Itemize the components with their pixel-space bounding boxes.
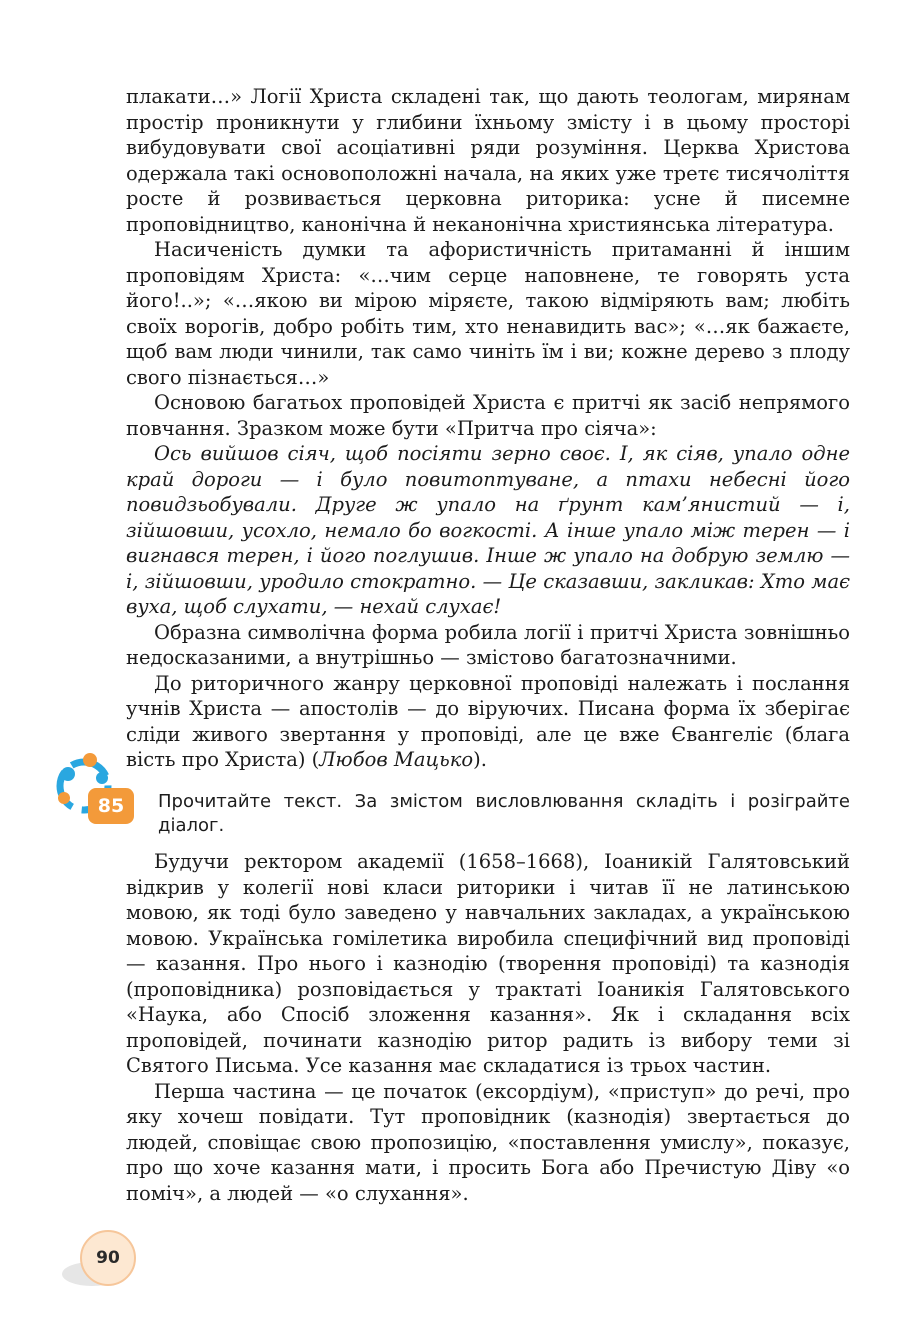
paragraph: Перша частина — це початок (ексордіум), «приступ» до речі, про яку хочеш повідати. Тут проповідник (казнодія) звертається до людей, сповіщає свою пропозицію, «поставлення умислу», показує, про що хоче казання мати, і просить Бога або Пречистую Діву «о поміч», а людей — «о слухання». [126, 1079, 850, 1205]
main-text-lower [126, 849, 850, 1206]
task-number-badge: 85 [88, 788, 134, 824]
paragraph: плакати…» Логії Христа складені так, що дають теологам, мирянам простір проникнути у глибини їхньому змісту і в цьому просторі вибудовувати свої асоціативні ряди розуміння. Церква Христова одержала такі основоположні начала, на яких уже третє тисячоліття росте й розвивається церковна риторика: усне й писемне проповідництво, канонічна й неканонічна християнська література. [126, 85, 850, 236]
paragraph: До риторичного жанру церковної проповіді належать і послання учнів Христа — апостолів — до віруючих. Писана форма їх зберігає сліди живого звертання у проповіді, але це вже Євангеліє (блага вість про Христа) (Любов Мацько). [126, 671, 850, 771]
main-text-upper [126, 84, 850, 773]
paragraph: Образна символічна форма робила логії і притчі Христа зовнішньо недосказаними, а внутрішньо — змістово багатозначними. [126, 620, 850, 669]
parable-quote: Ось вийшов сіяч, щоб посіяти зерно своє. І, як сіяв, упало одне край дороги — і було повитоптуване, а птахи небесні його повидзьобували. Друге ж упало на ґрунт кам’янистий — і, зійшовши, усохло, немало бо вогкості. А інше упало між терен — і вигнався терен, і його поглушив. Інше ж упало на добрую землю — і, зійшовши, уродило стократно. — Це сказавши, закликав: Хто має вуха, щоб слухати, — нехай слухає! [126, 442, 850, 618]
author-name: Любов Мацько [319, 748, 474, 771]
task-instruction: Прочитайте текст. За змістом висловлювання складіть і розіграйте діалог. [158, 791, 850, 836]
paragraph: Основою багатьох проповідей Христа є притчі як засіб непрямого повчання. Зразком може бути «Притча про сіяча»: [126, 391, 850, 440]
page-number: 90 [96, 1248, 120, 1268]
paragraph: Будучи ректором академії (1658–1668), Іоаникій Галятовський відкрив у колегії нові класи риторики і читав її не латинською мовою, як тоді було заведено у навчальних закладах, а українською мовою. Українська гомілетика виробила специфічний вид проповіді — казання. Про нього і казнодію (творення проповіді) та казнодія (проповідника) розповідається у трактаті Іоаникія Галятовського «Наука, або Спосіб зложення казання». Як і складання всіх проповідей, починати казнодію ритор радить із вибору теми зі Святого Письма. Усе казання має складатися із трьох частин. [126, 850, 850, 1077]
paragraph: Насиченість думки та афористичність притаманні й іншим проповідям Христа: «…чим серце наповнене, те говорять уста його!..»; «…якою ви мірою міряєте, такою відміряють вам; любіть своїх ворогів, добро робіть тим, хто ненавидить вас»; «…як бажаєте, щоб вам люди чинили, так само чиніть їм і ви; кожне дерево з плоду свого пізнається…» [126, 238, 850, 389]
